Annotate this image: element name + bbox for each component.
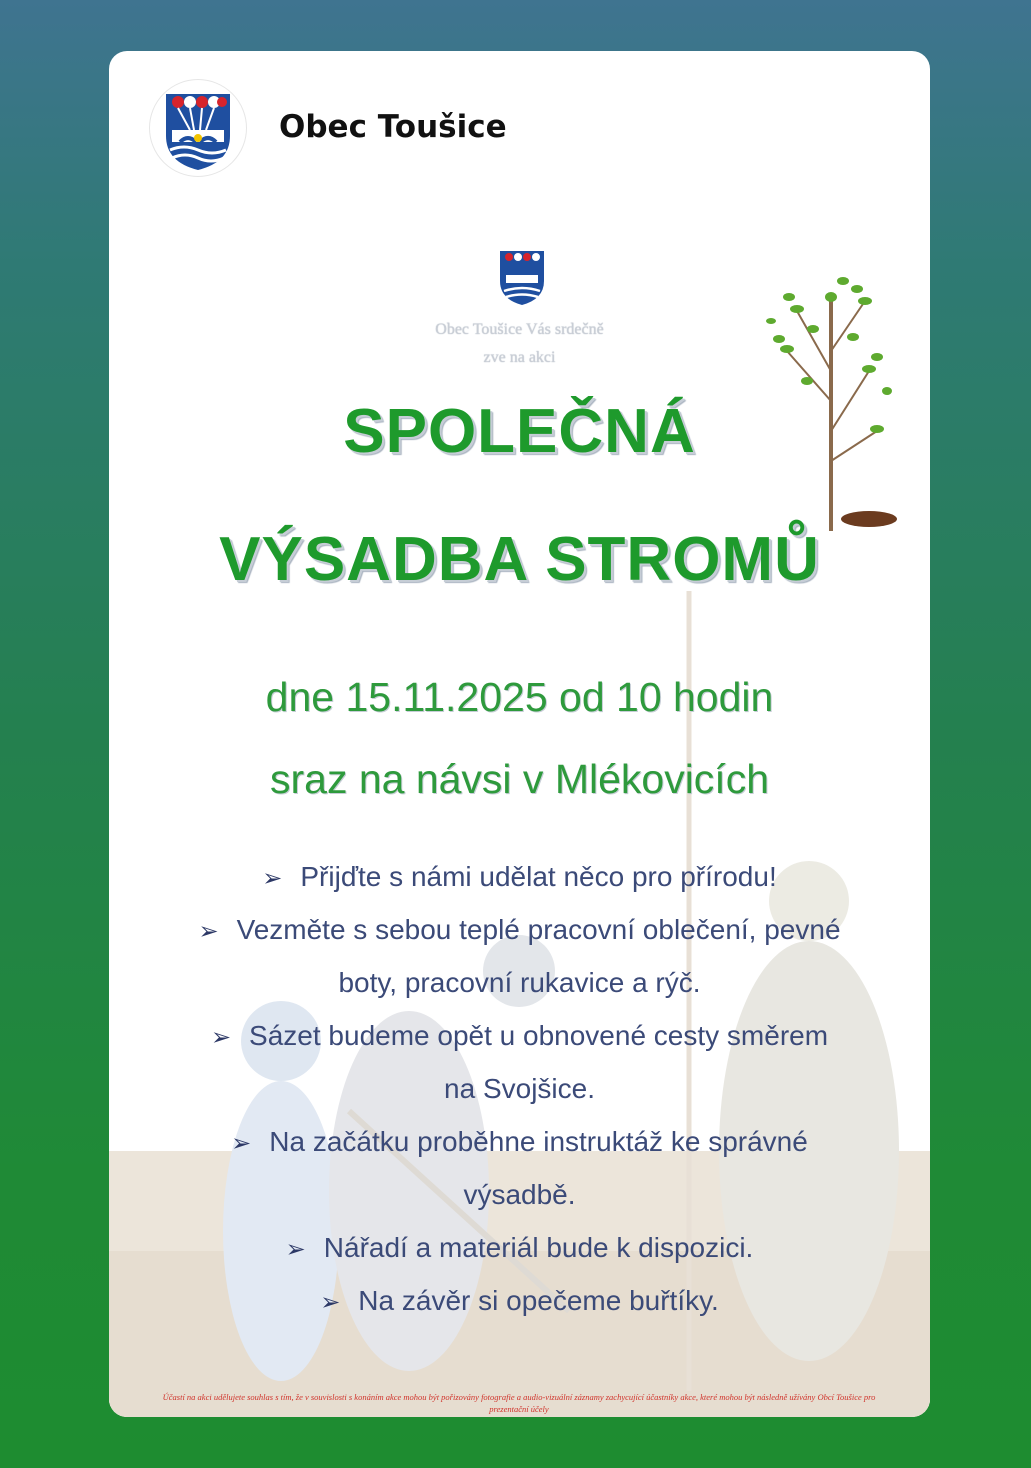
list-item: ➢ Přijďte s námi udělat něco pro přírodu! [262, 861, 777, 892]
list-item: ➢ Na závěr si opečeme buřtíky. [320, 1285, 719, 1316]
list-item-continuation: boty, pracovní rukavice a rýč. [338, 967, 701, 998]
post-header [109, 51, 930, 201]
event-date: dne 15.11.2025 od 10 hodin [265, 674, 774, 720]
arrowhead-bullet-icon: ➢ [320, 1289, 341, 1316]
list-item-continuation: výsadbě. [463, 1179, 576, 1210]
arrowhead-bullet-icon: ➢ [262, 865, 283, 892]
arrowhead-bullet-icon: ➢ [210, 1024, 232, 1051]
poster-title-line2: VÝSADBA STROMŮ [219, 525, 820, 594]
faded-invite-line1: Obec Toušice Vás srdečně [435, 321, 604, 338]
poster-title-line1: SPOLEČNÁ [343, 397, 696, 466]
crest-icon [492, 247, 552, 307]
faded-invite-line2: zve na akci [483, 349, 556, 366]
page-avatar[interactable] [149, 79, 247, 177]
list-item: ➢ Vezměte s sebou teplé pracovní oblečení, pevné [198, 914, 841, 945]
list-item: ➢ Na začátku proběhne instruktáž ke správné [231, 1126, 808, 1157]
event-poster-image [109, 211, 930, 1417]
consent-disclaimer: Účastí na akci udělujete souhlas s tím, že v souvislosti s konáním akce mohou být pořizovány fotografie a audio-vizuální záznamy zachycující účastníky akce, které mohou být následně užívány Obcí Toušice pro prezentační účely [162, 1392, 876, 1414]
page-name[interactable]: Obec Toušice [279, 109, 507, 145]
arrowhead-bullet-icon: ➢ [285, 1236, 306, 1263]
list-item-continuation: na Svojšice. [444, 1073, 595, 1104]
list-item: ➢ Nářadí a materiál bude k dispozici. [285, 1232, 754, 1263]
list-item: ➢ Sázet budeme opět u obnovené cesty směrem [210, 1020, 829, 1051]
arrowhead-bullet-icon: ➢ [231, 1130, 252, 1157]
municipal-crest-icon [150, 80, 246, 176]
arrowhead-bullet-icon: ➢ [198, 918, 219, 945]
meeting-place: sraz na návsi v Mlékovicích [269, 756, 769, 802]
post-card [109, 51, 930, 1417]
